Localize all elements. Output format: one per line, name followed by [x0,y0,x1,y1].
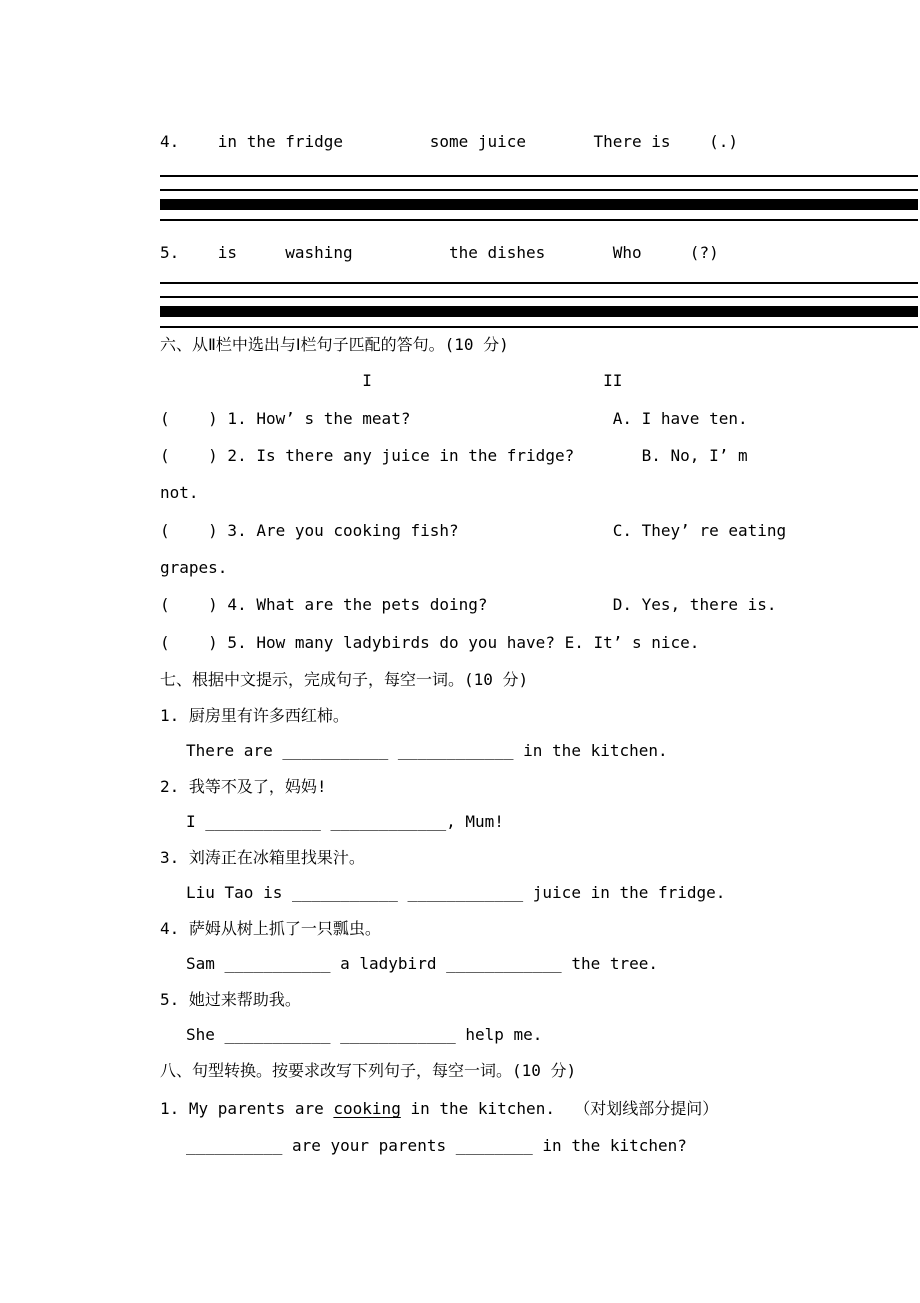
complete-q1-chinese: 1. 厨房里有许多西红柿。 [160,706,349,725]
complete-q2-chinese: 2. 我等不及了，妈妈! [160,777,327,796]
transform-q1-prefix: 1. My parents are [160,1099,334,1118]
match-row-2-wrap: not. [160,483,199,502]
rearrange-item-4: 4. in the fridge some juice There is (.) [160,132,738,151]
complete-q4-chinese: 4. 萨姆从树上抓了一只瓢虫。 [160,919,381,938]
answer-rule [160,175,918,177]
complete-q3-answer: Liu Tao is ___________ ____________ juice in the fridge. [186,883,726,902]
transform-q1-answer: __________ are your parents ________ in the kitchen? [186,1136,687,1155]
complete-q5-answer: She ___________ ____________ help me. [186,1025,543,1044]
complete-q2-answer: I ____________ ____________, Mum! [186,812,504,831]
transform-q1-suffix: in the kitchen. （对划线部分提问） [400,1099,719,1118]
complete-q4-answer: Sam ___________ a ladybird ____________ the tree. [186,954,659,973]
rearrange-item-5: 5. is washing the dishes Who (?) [160,243,719,262]
complete-q3-chinese: 3. 刘涛正在冰箱里找果汁。 [160,848,365,867]
section-6-title: 六、从Ⅱ栏中选出与Ⅰ栏句子匹配的答句。(10 分) [160,335,509,354]
match-row-4: ( ) 4. What are the pets doing? D. Yes, there is. [160,595,777,614]
match-column-headers: I II [160,371,623,390]
match-row-3: ( ) 3. Are you cooking fish? C. They’ re eating [160,521,787,540]
complete-q1-answer: There are ___________ ____________ in the kitchen. [186,741,668,760]
answer-rule-thick [160,306,918,317]
transform-q1-underlined-word: cooking [333,1099,401,1118]
complete-q5-chinese: 5. 她过来帮助我。 [160,990,301,1009]
section-7-title: 七、根据中文提示，完成句子，每空一词。(10 分) [160,670,529,689]
match-row-2: ( ) 2. Is there any juice in the fridge? B. No, I’ m [160,446,748,465]
answer-rule [160,189,918,191]
match-row-3-wrap: grapes. [160,558,228,577]
section-8-title: 八、句型转换。按要求改写下列句子，每空一词。(10 分) [160,1061,577,1080]
transform-q1 [160,1099,718,1119]
match-row-5: ( ) 5. How many ladybirds do you have? E. It’ s nice. [160,633,700,652]
answer-rule [160,219,918,221]
answer-rule [160,326,918,328]
match-row-1: ( ) 1. How’ s the meat? A. I have ten. [160,409,748,428]
answer-rule-thick [160,199,918,210]
answer-rule [160,282,918,284]
answer-rule [160,296,918,298]
